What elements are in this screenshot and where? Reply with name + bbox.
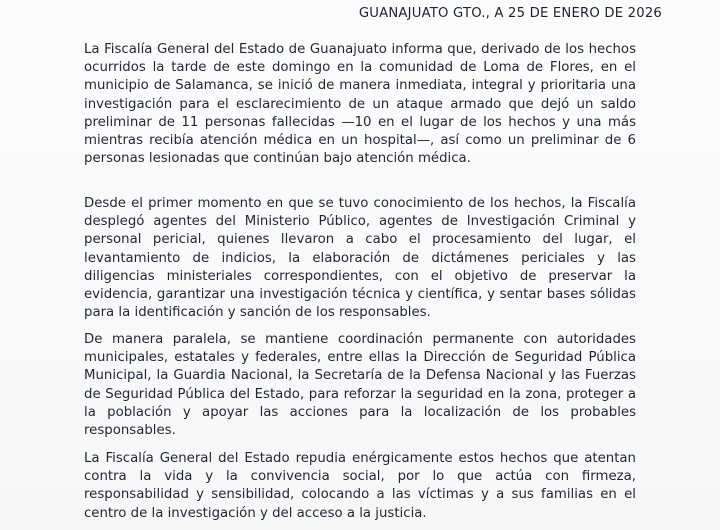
paragraph-condemnation: La Fiscalía General del Estado repudia enérgicamente estos hechos que atentan contra la vida y la convivencia social, por lo que actúa con firmeza, responsabilidad y sensibilidad, colocando a las víctimas y a sus familias en el centro de la investigación y del acceso a la justicia. xyxy=(84,451,636,521)
dateline: GUANAJUATO GTO., A 25 DE ENERO DE 2026 xyxy=(358,6,662,21)
paragraph-deployment: Desde el primer momento en que se tuvo conocimiento de los hechos, la Fiscalía desplegó agentes del Ministerio Público, agentes de Investigación Criminal y personal pericial, quienes llevaron a cabo el procesamiento del lugar, el levantamiento de indicios, la elaboración de dictámenes periciales y las diligencias ministeriales correspondientes, con el objetivo de preservar la evidencia, garantizar una investigación técnica y científica, y sentar bases sólidas para la identificación y sanción de los responsables. xyxy=(84,196,636,321)
paragraph-coordination: De manera paralela, se mantiene coordinación permanente con autoridades municipales, estatales y federales, entre ellas la Dirección de Seguridad Pública Municipal, la Guardia Nacional, la Secretaría de la Defensa Nacional y las Fuerzas de Seguridad Pública del Estado, para reforzar la seguridad en la zona, proteger a la población y apoyar las acciones para la localización de los probables responsables. xyxy=(84,332,636,439)
paragraph-investigation: La Fiscalía General del Estado de Guanajuato informa que, derivado de los hechos ocurridos la tarde de este domingo en la comunidad de Loma de Flores, en el municipio de Salamanca, se inició de manera inmediata, integral y prioritaria una investigación para el esclarecimiento de un ataque armado que dejó un saldo preliminar de 11 personas fallecidas —10 en el lugar de los hechos y una más mientras recibía atención médica en un hospital—, así como un preliminar de 6 personas lesionadas que continúan bajo atención médica. xyxy=(84,42,636,167)
